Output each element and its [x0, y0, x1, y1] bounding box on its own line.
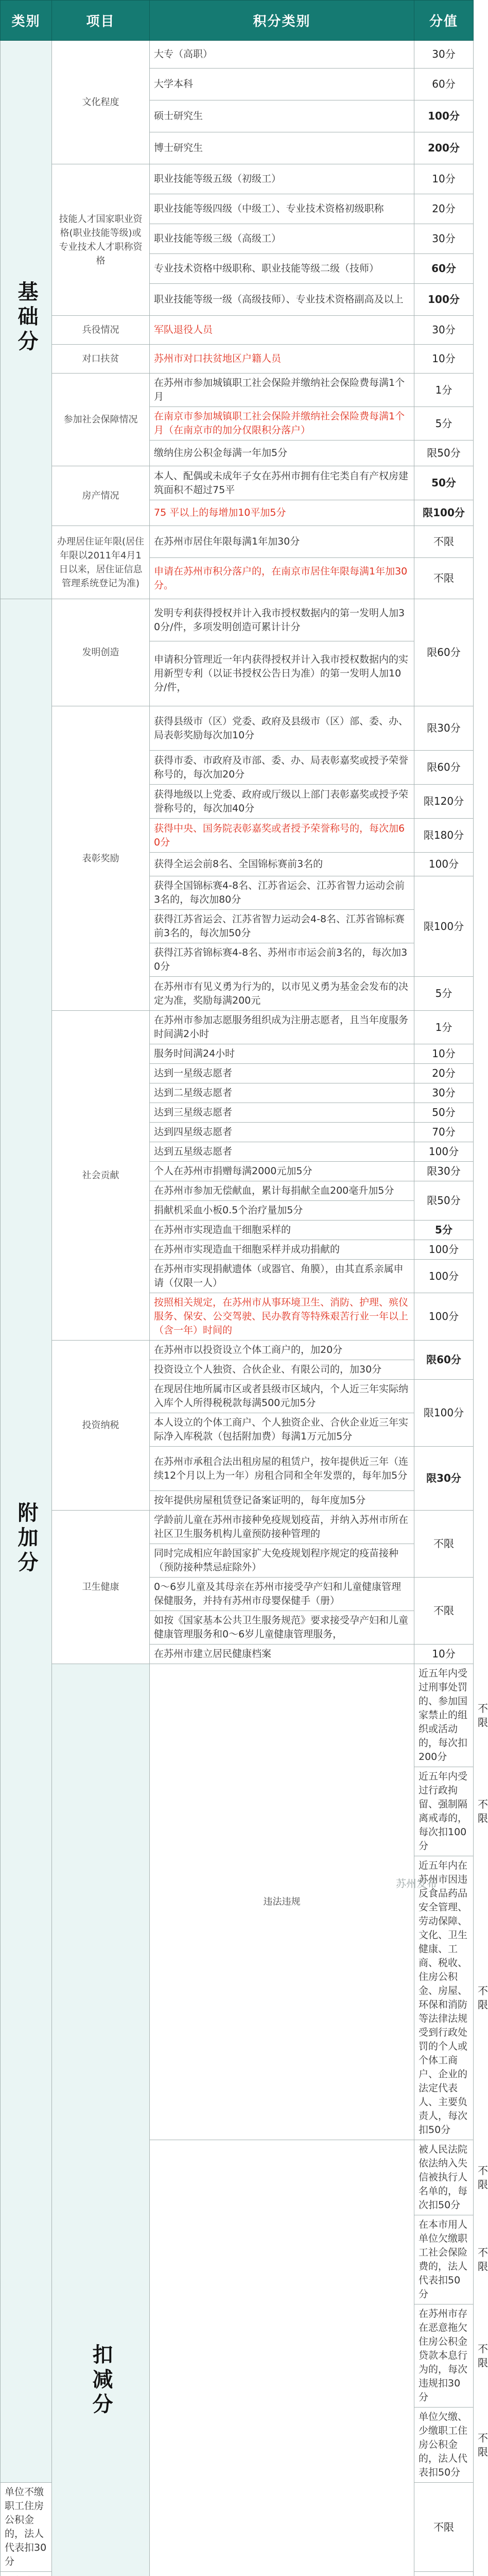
- points-text: 获得县级市（区）党委、政府及县级市（区）部、委、办、局表彰奖励每次加10分: [150, 706, 414, 751]
- score-value: 100分: [414, 1142, 474, 1162]
- score-value: 10分: [414, 164, 474, 194]
- points-text: 在苏州市以投资设立个体工商户的，加20分: [150, 1341, 414, 1360]
- score-value: 1分: [414, 374, 474, 407]
- points-text: 在苏州市存在恶意拖欠住房公积金贷款本息行为的，每次违规扣30分: [414, 2304, 474, 2408]
- points-text: 捐献机采血小板0.5个治疗量加5分: [150, 1201, 414, 1221]
- points-text: 在本市用人单位欠缴职工社会保险费的，法人代表扣50分: [414, 2215, 474, 2304]
- points-text: 博士研究生: [150, 132, 414, 164]
- score-value: 100分: [414, 1240, 474, 1260]
- item-investment-tax: 投资纳税: [52, 1341, 150, 1511]
- points-text: 专业技术资格中级职称、职业技能等级二级（技师）: [150, 254, 414, 284]
- table-row: [1, 164, 474, 194]
- score-value: 限180分: [414, 819, 474, 853]
- points-text: 如按《国家基本公共卫生服务规范》要求接受孕产妇和儿童健康管理服务和0～6岁儿童健康管理服务，: [150, 1611, 414, 1645]
- points-text: 近五年内受过刑事处罚的、参加国家禁止的组织或活动的，每次扣200分: [414, 1664, 474, 1767]
- item-poverty: 对口扶贫: [52, 345, 150, 374]
- score-value: 30分: [414, 316, 474, 345]
- category-basic: [1, 41, 52, 599]
- points-text: 投资设立个人独资、合伙企业、有限公司的，加30分: [150, 1360, 414, 1380]
- table-row: 近五年内受过行政拘留、强制隔离戒毒的，每次扣100分 不限: [1, 1767, 474, 1856]
- score-value: 30分: [414, 224, 474, 254]
- score-value: 1分: [414, 1011, 474, 1044]
- score-value: [414, 2572, 474, 2576]
- points-text: 在苏州市建立居民健康档案: [150, 1645, 414, 1664]
- item-health: 卫生健康: [52, 1511, 150, 1664]
- item-award: 表彰奖励: [52, 706, 150, 1011]
- points-text: 75 平以上的每增加10平加5分: [150, 500, 414, 526]
- score-value: 60分: [414, 69, 474, 100]
- category-extra-label: 附加分: [19, 1502, 33, 1576]
- points-text: 获得市委、市政府及市部、委、办、局表彰嘉奖或授予荣誉称号的，每次加20分: [150, 751, 414, 785]
- points-text: 达到一星级志愿者: [150, 1064, 414, 1083]
- points-text: 职业技能等级四级（中级工）、专业技术资格初级职称: [150, 194, 414, 224]
- header-score: 分值: [414, 1, 474, 41]
- score-value: 限50分: [414, 440, 474, 466]
- score-value: 限100分: [414, 876, 474, 977]
- points-text: 申请在苏州市积分落户的，在南京市居住年限每满1年加30分。: [150, 558, 414, 599]
- table-row: [1, 1511, 474, 1544]
- points-text: 获得地级以上党委、政府或厅级以上部门表彰嘉奖或授予荣誉称号的，每次加40分: [150, 785, 414, 819]
- points-text: 达到二星级志愿者: [150, 1083, 414, 1103]
- table-row: [1, 466, 474, 500]
- table-row: 在苏州市存在恶意拖欠住房公积金贷款本息行为的，每次违规扣30分 不限: [1, 2304, 474, 2408]
- score-value: 不限: [414, 2483, 474, 2572]
- category-basic-label: 基础分: [19, 281, 33, 355]
- score-value: 30分: [414, 41, 474, 69]
- item-social-contribution: 社会贡献: [52, 1011, 150, 1341]
- header-item: 项目: [52, 1, 150, 41]
- score-value: 100分: [414, 1260, 474, 1293]
- score-value: 60分: [414, 254, 474, 284]
- points-text: 在苏州市承租合法出租房屋的租赁户，按年提供近三年（连续12个月以上为一年）房租合同和全年发票的，每年加5分: [150, 1447, 414, 1491]
- table-row: [1, 1341, 474, 1360]
- points-text: 军队退役人员: [150, 316, 414, 345]
- score-value: 20分: [414, 1064, 474, 1083]
- score-value: 10分: [414, 1645, 474, 1664]
- points-text: 达到四星级志愿者: [150, 1123, 414, 1142]
- table-row: [1, 526, 474, 558]
- item-residence: 办理居住证年限(居住年限以2011年4月1日以来，居住证信息管理系统登记为准): [52, 526, 150, 599]
- item-social-security: 参加社会保障情况: [52, 374, 150, 466]
- score-value: 不限: [414, 526, 474, 558]
- points-text: 服务时间满24小时: [150, 1044, 414, 1064]
- score-value: 不限: [414, 1578, 474, 1645]
- item-skill: 技能人才国家职业资格(职业技能等级)或专业技术人才职称资格: [52, 164, 150, 316]
- points-text: 个人在苏州市捐赠每满2000元加5分: [150, 1162, 414, 1181]
- score-value: 限100分: [414, 500, 474, 526]
- score-value: 10分: [414, 1044, 474, 1064]
- score-value: 限100分: [414, 1380, 474, 1447]
- table-row: [1, 316, 474, 345]
- score-value: 限120分: [414, 785, 474, 819]
- points-text: 近五年内受过行政拘留、强制隔离戒毒的，每次扣100分: [414, 1767, 474, 1856]
- points-text: 申请积分管理近一年内获得授权并计入我市授权数据内的实用新型专利（以证书授权公告日为准）的第一发明人加10分/件，: [150, 641, 414, 706]
- score-value: 30分: [414, 1083, 474, 1103]
- score-value: 限30分: [414, 1162, 474, 1181]
- points-text: 在现居住地所属市区或者县级市区域内，个人近三年实际纳入库个人所得税税款每满500元加5分: [150, 1380, 414, 1413]
- table-row: 近五年内在苏州市因违反食品药品安全管理、劳动保障、文化、卫生健康、工商、税收、住房公积金、房屋、环保和消防等法律法规受到行政处罚的个人或个体工商户、企业的法定代表人、主要负责人，每次扣50分 不限: [1, 1856, 474, 2140]
- points-text: 本人、配偶或未成年子女在苏州市拥有住宅类自有产权房建筑面积不超过75平: [150, 466, 414, 500]
- table-row: [1, 374, 474, 407]
- points-text: 在苏州市居住年限每满1年加30分: [150, 526, 414, 558]
- table-row: [1, 41, 474, 69]
- points-text: 大学本科: [150, 69, 414, 100]
- points-text: 获得全国锦标赛4-8名、江苏省运会、江苏省智力运动会前3名的，每次加80分: [150, 876, 414, 910]
- points-text: 发明专利获得授权并计入我市授权数据内的第一发明人加30分/件，多项发明创造可累计计分: [150, 599, 414, 641]
- header-category: 类别: [1, 1, 52, 41]
- points-text: 达到五星级志愿者: [150, 1142, 414, 1162]
- score-value: 50分: [414, 1103, 474, 1123]
- points-text: 职业技能等级五级（初级工）: [150, 164, 414, 194]
- points-text: 按照相关规定，在苏州市从事环境卫生、消防、护理、殡仪服务、保安、公交驾驶、民办教育等特殊艰苦行业一年以上（含一年）时间的: [150, 1293, 414, 1341]
- item-education: 文化程度: [52, 41, 150, 164]
- score-value: 不限: [414, 558, 474, 599]
- points-text: 职业技能等级三级（高级工）: [150, 224, 414, 254]
- points-text: 获得江苏省锦标赛4-8名、苏州市市运会前3名的，每次加30分: [150, 943, 414, 977]
- table-row: 扣减分 违法违规 近五年内受过刑事处罚的、参加国家禁止的组织或活动的，每次扣200分 不限: [1, 1664, 474, 1767]
- item-housing: 房产情况: [52, 466, 150, 526]
- points-text: 获得中央、国务院表彰嘉奖或者授予荣誉称号的，每次加60分: [150, 819, 414, 853]
- item-invention: 发明创造: [52, 599, 150, 706]
- points-text: 获得江苏省运会、江苏省智力运动会4-8名、江苏省锦标赛前3名的，每次加50分: [150, 910, 414, 943]
- score-value: 限30分: [414, 706, 474, 751]
- header-points-type: 积分类别: [150, 1, 414, 41]
- points-text: 获得全运会前8名、全国锦标赛前3名的: [150, 853, 414, 876]
- points-text: 近五年内在苏州市因违反食品药品安全管理、劳动保障、文化、卫生健康、工商、税收、住房公积金、房屋、环保和消防等法律法规受到行政处罚的个人或个体工商户、企业的法定代表人、主要负责人，每次扣50分: [414, 1856, 474, 2140]
- points-text: 在苏州市实现捐献遗体（或器官、角膜），由其直系亲属申请（仅限一人）: [150, 1260, 414, 1293]
- points-text: 单位欠缴、少缴职工住房公积金的，法人代表扣50分: [414, 2408, 474, 2483]
- points-text: 0～6岁儿童及其母亲在苏州市接受孕产妇和儿童健康管理保健服务，并持有苏州市母婴保健手（册）: [150, 1578, 414, 1611]
- points-text: 硕士研究生: [150, 100, 414, 132]
- points-text: 在苏州市参加无偿献血，累计每捐献全血200毫升加5分: [150, 1181, 414, 1201]
- category-extra: [1, 599, 52, 2483]
- points-text: 缴纳住房公积金每满一年加5分: [150, 440, 414, 466]
- points-text: 达到三星级志愿者: [150, 1103, 414, 1123]
- score-value: 100分: [414, 853, 474, 876]
- score-value: 100分: [414, 1293, 474, 1341]
- table-row: 在本市用人单位欠缴职工社会保险费的，法人代表扣50分 不限: [1, 2215, 474, 2304]
- points-text: 本人设立的个体工商户、个人独资企业、合伙企业近三年实际净入库税款（包括附加费）每满1万元加5分: [150, 1413, 414, 1447]
- points-text: 职业技能等级一级（高级技师）、专业技术资格副高及以上: [150, 284, 414, 316]
- points-text: [1, 2572, 52, 2576]
- score-value: 10分: [414, 345, 474, 374]
- table-row: 单位欠缴、少缴职工住房公积金的，法人代表扣50分 不限: [1, 2408, 474, 2483]
- score-value: 20分: [414, 194, 474, 224]
- score-value: 限50分: [414, 1181, 474, 1221]
- score-value: 限60分: [414, 599, 474, 706]
- score-value: 限30分: [414, 1447, 474, 1511]
- score-value: 100分: [414, 284, 474, 316]
- score-value: 限60分: [414, 751, 474, 785]
- header-row: [1, 1, 474, 41]
- score-value: 5分: [414, 407, 474, 440]
- points-text: 学龄前儿童在苏州市接种免疫规划疫苗，并纳入苏州市所在社区卫生服务机构儿童预防接种管理的: [150, 1511, 414, 1544]
- score-value: 限60分: [414, 1341, 474, 1380]
- score-value: 50分: [414, 466, 474, 500]
- table-row: [1, 1011, 474, 1044]
- score-value: 5分: [414, 1221, 474, 1240]
- points-text: 按年提供房屋租赁登记备案证明的，每年度加5分: [150, 1491, 414, 1511]
- item-soldier: 兵役情况: [52, 316, 150, 345]
- score-value: 100分: [414, 100, 474, 132]
- category-deduct: [52, 1664, 150, 2576]
- item-other-behavior: [150, 2140, 414, 2576]
- points-text: 在苏州市有见义勇为行为的，以市见义勇为基金会发布的决定为准，奖励每满200元: [150, 977, 414, 1011]
- points-text: 同时完成相应年龄国家扩大免疫规划程序规定的疫苗接种（预防接种禁忌症除外）: [150, 1544, 414, 1578]
- points-text: 在苏州市参加志愿服务组织成为注册志愿者，且当年度服务时间满2小时: [150, 1011, 414, 1044]
- score-value: 200分: [414, 132, 474, 164]
- watermark: 苏州发布: [396, 1875, 437, 1890]
- table-row: [1, 706, 474, 751]
- points-text: 单位不缴职工住房公积金的，法人代表扣30分: [1, 2483, 52, 2572]
- score-value: 70分: [414, 1123, 474, 1142]
- table-row: [1, 599, 474, 641]
- points-text: 在苏州市实现造血干细胞采样并成功捐献的: [150, 1240, 414, 1260]
- score-value: 不限: [414, 1511, 474, 1578]
- table-row: [1, 345, 474, 374]
- score-value: 5分: [414, 977, 474, 1011]
- points-text: 在苏州市参加城镇职工社会保险并缴纳社会保险费每满1个月: [150, 374, 414, 407]
- points-text: 大专（高职）: [150, 41, 414, 69]
- points-text: 被人民法院依法纳入失信被执行人名单的，每次扣50分: [414, 2140, 474, 2215]
- points-text: 在苏州市实现造血干细胞采样的: [150, 1221, 414, 1240]
- category-deduct-label: 扣减分: [94, 2344, 108, 2418]
- table-row: 被人民法院依法纳入失信被执行人名单的，每次扣50分 不限: [1, 2140, 474, 2215]
- points-text: 苏州市对口扶贫地区户籍人员: [150, 345, 414, 374]
- item-illegal: 违法违规: [150, 1664, 414, 2140]
- points-text: 在南京市参加城镇职工社会保险并缴纳社会保险费每满1个月（在南京市的加分仅限积分落户）: [150, 407, 414, 440]
